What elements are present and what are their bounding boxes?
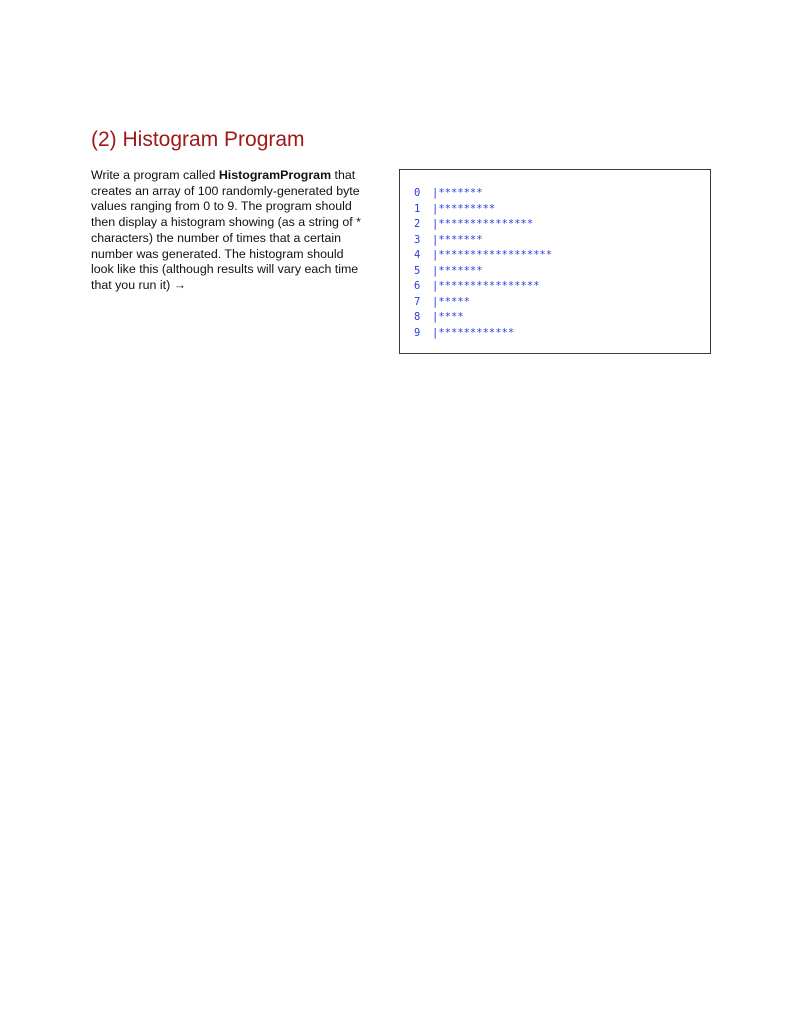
histogram-digit: 8 [414, 311, 421, 323]
histogram-digit: 2 [414, 218, 421, 230]
paragraph-line-3: values ranging from 0 to 9. The program should [91, 199, 352, 214]
histogram-row [414, 310, 552, 326]
histogram-bar: |************ [432, 326, 515, 339]
histogram-digit: 5 [414, 264, 421, 277]
histogram-bar: |*************** [432, 218, 534, 230]
line1-text: Write a program called [91, 168, 219, 182]
paragraph-line-5: characters) the number of times that a certain [91, 230, 341, 245]
histogram-digit: 7 [414, 295, 421, 308]
histogram-row [414, 186, 552, 202]
paragraph-line-6: number was generated. The histogram should [91, 246, 344, 261]
histogram-row [414, 233, 552, 249]
histogram-bar: |***** [432, 295, 470, 308]
histogram-digit: 4 [414, 249, 421, 261]
histogram-digit: 0 [414, 187, 421, 199]
histogram-bar: |****************** [432, 249, 553, 261]
histogram-row [414, 295, 552, 311]
histogram-digit: 9 [414, 326, 421, 339]
histogram-lines [414, 186, 552, 341]
program-name: HistogramProgram [218, 168, 332, 182]
histogram-row [414, 248, 552, 264]
histogram-bar: |**** [432, 311, 464, 323]
histogram-bar: |******* [432, 187, 483, 199]
histogram-row [414, 202, 552, 218]
paragraph-line-8: that you run it) → [91, 277, 187, 292]
paragraph-line-7: look like this (although results will vary each time [91, 262, 359, 277]
histogram-digit: 1 [414, 202, 421, 215]
histogram-row [414, 326, 552, 342]
histogram-row [414, 279, 552, 295]
histogram-row [414, 217, 552, 233]
paragraph-line-2: creates an array of 100 randomly-generated byte [91, 183, 360, 198]
instructions-paragraph [91, 168, 391, 294]
histogram-output-box [399, 169, 711, 354]
histogram-row [414, 264, 552, 280]
histogram-digit: 3 [414, 233, 421, 246]
histogram-bar: |******* [432, 264, 483, 277]
histogram-bar: |******* [432, 233, 483, 246]
histogram-bar: |**************** [432, 280, 540, 292]
paragraph-line-4: then display a histogram showing (as a string of * [91, 215, 361, 230]
paragraph-line-1 [91, 168, 391, 184]
histogram-bar: |********* [432, 202, 496, 215]
histogram-digit: 6 [414, 280, 421, 292]
line1-tail: that [331, 168, 356, 182]
section-heading: (2) Histogram Program [91, 128, 305, 151]
